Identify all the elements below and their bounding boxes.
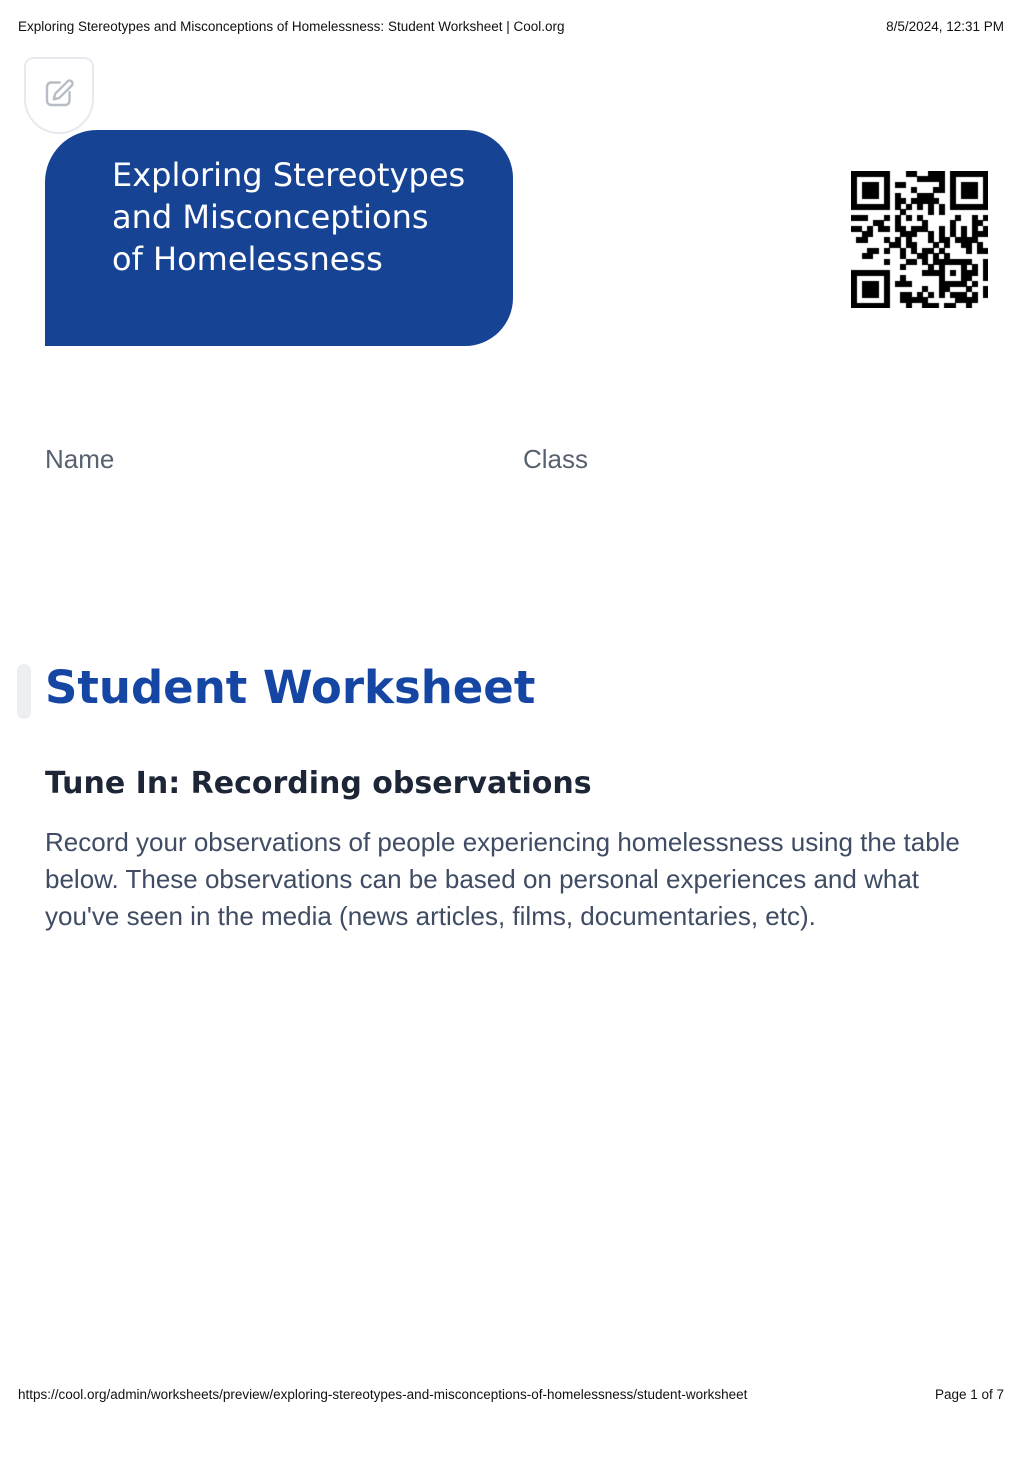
worksheet-title: Exploring Stereotypes and Misconceptions of Homelessness [112, 156, 466, 278]
section-title: Student Worksheet [45, 661, 536, 714]
print-footer-page: Page 1 of 7 [934, 1387, 1004, 1402]
print-footer-url: https://cool.org/admin/worksheets/preview/exploring-stereotypes-and-misconceptions-of-homelessness/student-worksheet [18, 1387, 748, 1402]
print-header-datetime: 8/5/2024, 12:31 PM [886, 19, 1004, 34]
edit-badge [24, 57, 94, 134]
instructions-text: Record your observations of people experiencing homelessness using the table below. These observations can be based on personal experiences and what you've seen in the media (news articles, films, documentaries, etc). [45, 827, 960, 931]
worksheet-title-banner [45, 130, 513, 346]
print-header-title: Exploring Stereotypes and Misconceptions of Homelessness: Student Worksheet | Cool.org [18, 19, 565, 34]
section-accent-bar [17, 664, 31, 719]
subsection-title: Tune In: Recording observations [45, 766, 592, 801]
pencil-square-icon [41, 75, 77, 116]
qr-code [851, 171, 988, 308]
name-field-label: Name [45, 444, 115, 474]
class-field-label: Class [523, 444, 589, 474]
